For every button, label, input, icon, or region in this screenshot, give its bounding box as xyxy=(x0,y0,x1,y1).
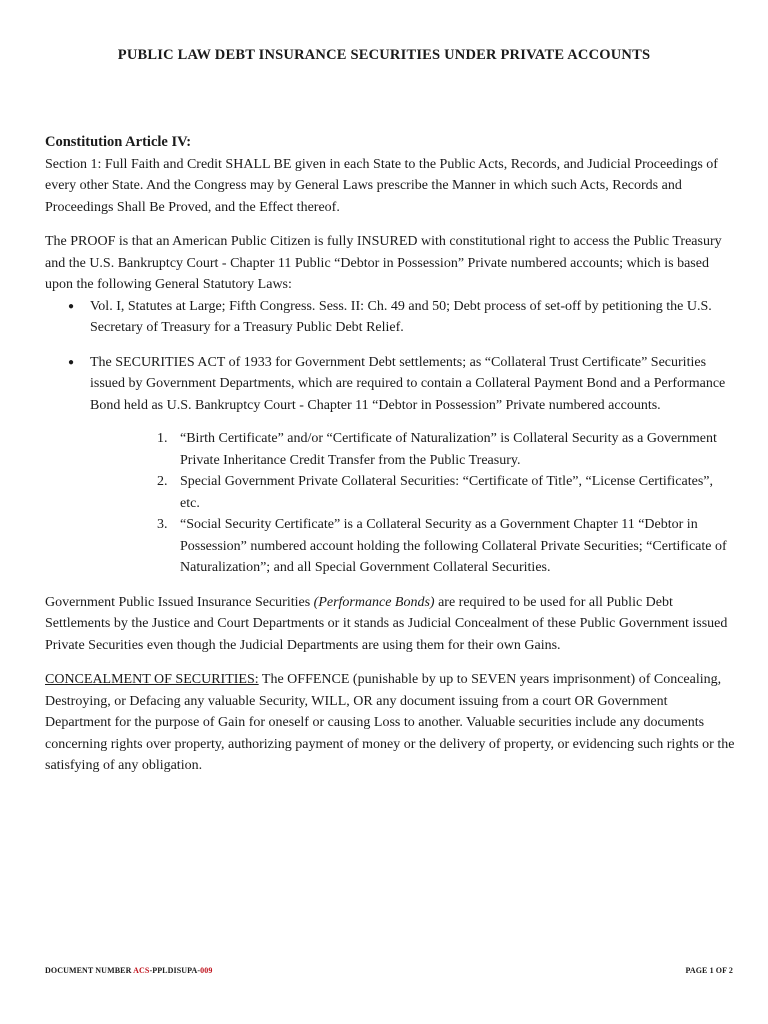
bullet-icon: ● xyxy=(68,356,75,368)
statutory-laws-list xyxy=(45,296,735,417)
list-item xyxy=(45,428,735,471)
list-item-text: Special Government Private Collateral Securities: “Certificate of Title”, “License Certificates”, etc. xyxy=(180,474,713,511)
page-footer xyxy=(45,966,733,975)
document-title: PUBLIC LAW DEBT INSURANCE SECURITIES UNDER PRIVATE ACCOUNTS xyxy=(117,47,651,63)
collateral-securities-list xyxy=(45,428,735,579)
government-securities-paragraph xyxy=(45,592,735,657)
document-number-value: 009 xyxy=(200,966,213,975)
performance-bonds-emphasis: (Performance Bonds) xyxy=(313,594,435,610)
list-item-text: “Birth Certificate” and/or “Certificate of Naturalization” is Collateral Security as a Government Private Inheritance Credit Transfer from the Public Treasury. xyxy=(180,431,717,468)
concealment-label: CONCEALMENT OF SECURITIES: xyxy=(45,672,259,687)
document-number xyxy=(45,966,212,975)
list-item xyxy=(45,514,735,579)
list-item-text: “Social Security Certificate” is a Collateral Security as a Government Chapter 11 “Debtor in Possession” numbered account holding the following Collateral Private Securities; “Certificate of Naturalization”; and all Special Government Collateral Securities. xyxy=(180,517,727,575)
bullet-icon: ● xyxy=(68,300,75,312)
document-number-label: DOCUMENT NUMBER xyxy=(45,966,134,975)
document-number-code: -PPLDISUPA- xyxy=(149,966,201,975)
list-item xyxy=(45,296,735,339)
article-heading: Constitution Article IV: xyxy=(45,134,192,150)
section-1-paragraph: Section 1: Full Faith and Credit SHALL BE given in each State to the Public Acts, Records, and Judicial Proceedings of every other State. And the Congress may by General Laws prescribe the Manner in which such Acts, Records and Proceedings Shall Be Proved, and the Effect thereof. xyxy=(45,156,718,215)
page-number: PAGE 1 OF 2 xyxy=(685,966,733,975)
list-item xyxy=(45,471,735,514)
list-item-text: The SECURITIES ACT of 1933 for Government Debt settlements; as “Collateral Trust Certificate” Securities issued by Government Departments, which are required to contain a Collateral Payment Bond and a Performance Bond held as U.S. Bankruptcy Court - Chapter 11 “Debtor in Possession” Private numbered accounts. xyxy=(90,354,726,413)
govt-text-end: are required to be used for all Public Debt Settlements by the Justice and Court Departments or it stands as Judicial Concealment of these Public Government issued Private Securities even though the Judicial Departments are using them for their own Gains. xyxy=(45,594,728,653)
list-item-text: Vol. I, Statutes at Large; Fifth Congress. Sess. II: Ch. 49 and 50; Debt process of set-off by petitioning the U.S. Secretary of Treasury for a Treasury Public Debt Relief. xyxy=(90,298,712,335)
list-number: 2. xyxy=(157,474,168,489)
concealment-paragraph xyxy=(45,669,735,777)
list-number: 1. xyxy=(157,431,168,446)
govt-text-start: Government Public Issued Insurance Securities xyxy=(45,594,314,610)
proof-paragraph: The PROOF is that an American Public Citizen is fully INSURED with constitutional right to access the Public Treasury and the U.S. Bankruptcy Court - Chapter 11 Public “Debtor in Possession” Private numbered accounts; which is based upon the following General Statutory Laws: xyxy=(45,234,722,292)
document-body xyxy=(45,132,735,777)
document-number-prefix: ACS xyxy=(133,966,150,975)
list-number: 3. xyxy=(157,517,168,532)
list-item xyxy=(45,352,735,417)
concealment-text: The OFFENCE (punishable by up to SEVEN years imprisonment) of Concealing, Destroying, or Defacing any valuable Security, WILL, OR any document issuing from a court OR Government Department for the purpose of Gain for oneself or causing Loss to another. Valuable securities include any documents concerning rights over property, authorizing payment of money or the delivery of property, or evidencing such rights or the satisfying of any obligation. xyxy=(45,672,735,773)
